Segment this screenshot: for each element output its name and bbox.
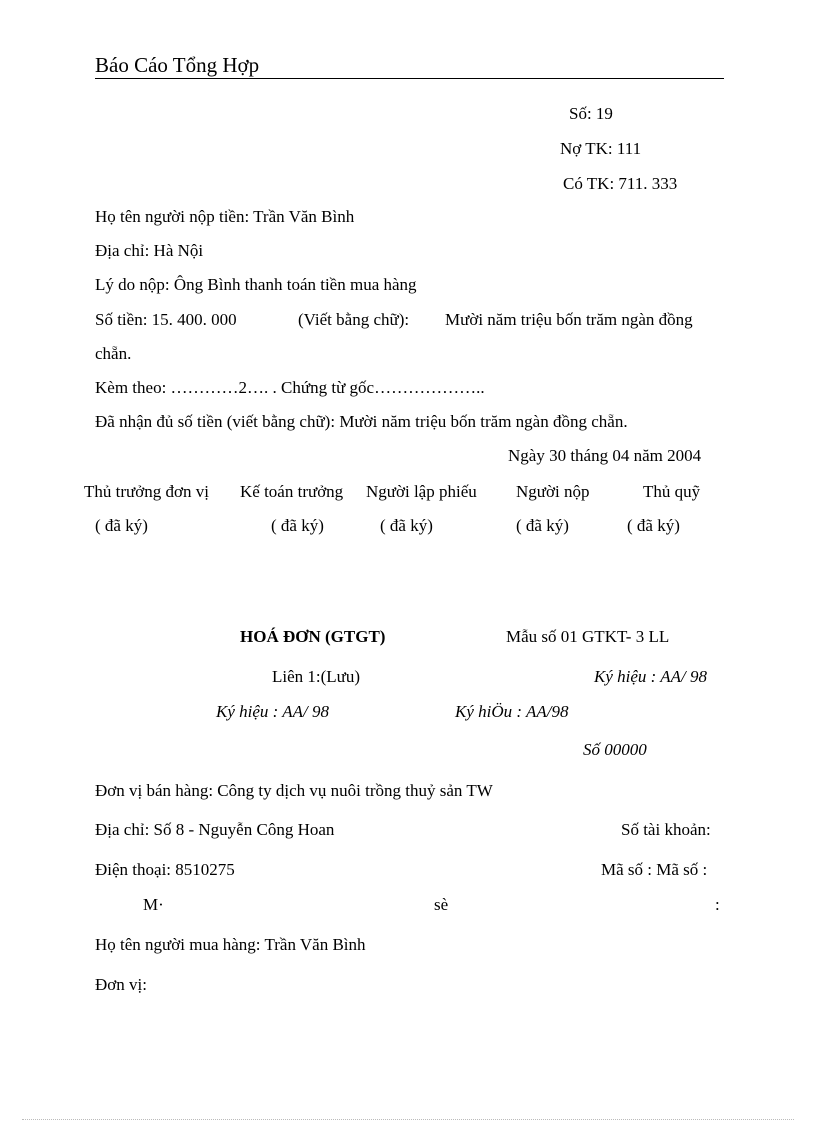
credit-account: Có TK: 711. 333 [563, 174, 678, 193]
received-amount: Đã nhận đủ số tiền (viết bằng chữ): Mười năm triệu bốn trăm ngàn đồng chẵn. [95, 412, 628, 431]
signature-status: ( đã ký) [271, 516, 324, 535]
seller-address: Địa chỉ: Số 8 - Nguyễn Công Hoan [95, 820, 335, 839]
buyer-unit: Đơn vị: [95, 975, 147, 994]
receipt-date: Ngày 30 tháng 04 năm 2004 [508, 446, 702, 465]
invoice-number: Số 00000 [583, 740, 647, 759]
invoice-copy: Liên 1:(Lưu) [272, 667, 361, 686]
garbled-text: : [715, 895, 720, 914]
signature-role: Người lập phiếu [366, 482, 477, 501]
amount-words: Mười năm triệu bốn trăm ngàn đồng [445, 310, 693, 329]
invoice-symbol: Ký hiệu : AA/ 98 [216, 702, 329, 721]
signature-status: ( đã ký) [516, 516, 569, 535]
header-title: Báo Cáo Tổng Hợp [95, 53, 260, 77]
signature-role: Thủ trưởng đơn vị [84, 482, 209, 501]
invoice-symbol: Ký hiÖu : AA/98 [455, 702, 569, 721]
invoice-symbol: Ký hiệu : AA/ 98 [594, 667, 707, 686]
payer-address: Địa chỉ: Hà Nội [95, 241, 204, 260]
amount-words-label: (Viết bằng chữ): [298, 310, 410, 329]
invoice-form-number: Mẫu số 01 GTKT- 3 LL [506, 627, 670, 646]
signature-status: ( đã ký) [627, 516, 680, 535]
attachments: Kèm theo: …………2…. . Chứng từ gốc……………….. [95, 378, 485, 397]
header-divider [95, 78, 724, 79]
signature-role: Kế toán trưởng [240, 482, 344, 501]
signature-role: Người nộp [516, 482, 590, 501]
payment-reason: Lý do nộp: Ông Bình thanh toán tiền mua hàng [95, 275, 417, 294]
page-bottom-divider [22, 1119, 794, 1120]
garbled-text: M· [143, 895, 164, 914]
amount-words-continued: chẵn. [95, 344, 132, 363]
debit-account: Nợ TK: 111 [560, 139, 642, 158]
amount-figure: Số tiền: 15. 400. 000 [95, 310, 237, 329]
account-number-label: Số tài khoản: [621, 820, 711, 839]
signature-role: Thủ quỹ [643, 482, 701, 501]
tax-code-label: Mã số : Mã số : [601, 860, 708, 879]
signature-status: ( đã ký) [95, 516, 148, 535]
invoice-title: HOÁ ĐƠN (GTGT) [240, 627, 386, 646]
receipt-number: Số: 19 [569, 104, 613, 123]
seller-phone: Điện thoại: 8510275 [95, 860, 235, 879]
garbled-text: sè [434, 895, 449, 914]
seller-name: Đơn vị bán hàng: Công ty dịch vụ nuôi trồng thuỷ sản TW [95, 781, 493, 800]
buyer-name: Họ tên người mua hàng: Trần Văn Bình [95, 935, 366, 954]
signature-status: ( đã ký) [380, 516, 433, 535]
payer-name: Họ tên người nộp tiền: Trần Văn Bình [95, 207, 355, 226]
